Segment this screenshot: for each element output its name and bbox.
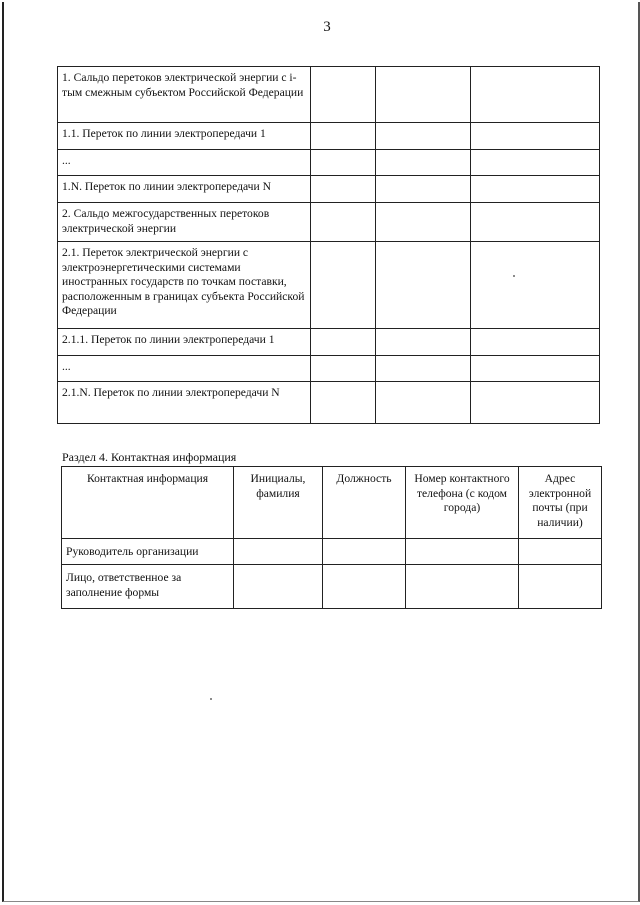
- scan-speck: [513, 275, 515, 277]
- table-row: [58, 67, 600, 123]
- data-cell: [311, 176, 376, 203]
- data-cell: [471, 242, 600, 329]
- section-title: Раздел 4. Контактная информация: [62, 450, 237, 464]
- row-label: 2.1.N. Переток по линии электропередачи N: [58, 382, 311, 424]
- data-cell: [471, 329, 600, 356]
- row-label: 2.1.1. Переток по линии электропередачи 1: [58, 329, 311, 356]
- header-phone: Номер контактного телефона (с кодом города): [406, 467, 519, 539]
- data-cell: [311, 150, 376, 176]
- data-cell: [471, 356, 600, 382]
- table-row: [58, 242, 600, 329]
- data-cell: [311, 356, 376, 382]
- data-cell: [376, 382, 471, 424]
- data-cell: [471, 203, 600, 242]
- data-cell: [311, 123, 376, 150]
- data-cell: [376, 176, 471, 203]
- data-cell: [471, 176, 600, 203]
- data-cell: [311, 67, 376, 123]
- row-label: ...: [58, 150, 311, 176]
- data-cell: [376, 150, 471, 176]
- data-cell: [323, 565, 406, 609]
- data-cell: [471, 123, 600, 150]
- table-row: [58, 356, 600, 382]
- page-number: 3: [323, 19, 331, 35]
- header-contact-info: Контактная информация: [62, 467, 234, 539]
- row-label: 1.1. Переток по линии электропередачи 1: [58, 123, 311, 150]
- table-row: [62, 565, 602, 609]
- header-name: Инициалы, фамилия: [234, 467, 323, 539]
- table-row: [58, 382, 600, 424]
- data-cell: [323, 539, 406, 565]
- data-cell: [471, 67, 600, 123]
- data-cell: [519, 539, 602, 565]
- table-row: [58, 176, 600, 203]
- data-cell: [471, 150, 600, 176]
- data-cell: [234, 539, 323, 565]
- row-label: 1. Сальдо перетоков электрической энергии с i-тым смежным субъектом Российской Федерации: [58, 67, 311, 123]
- header-email: Адрес электронной почты (при наличии): [519, 467, 602, 539]
- data-cell: [519, 565, 602, 609]
- row-label: 1.N. Переток по линии электропередачи N: [58, 176, 311, 203]
- data-cell: [376, 242, 471, 329]
- table-row: [58, 150, 600, 176]
- data-cell: [376, 329, 471, 356]
- table-row: [58, 329, 600, 356]
- data-cell: [376, 356, 471, 382]
- row-label: Руководитель организации: [62, 539, 234, 565]
- header-row: [62, 467, 602, 539]
- data-cell: [311, 203, 376, 242]
- data-cell: [311, 242, 376, 329]
- table-row: [62, 539, 602, 565]
- row-label: ...: [58, 356, 311, 382]
- energy-flow-table: [57, 66, 600, 424]
- table-row: [58, 203, 600, 242]
- scan-speck: [210, 698, 212, 700]
- table-row: [58, 123, 600, 150]
- data-cell: [311, 382, 376, 424]
- data-cell: [234, 565, 323, 609]
- row-label: 2. Сальдо межгосударственных перетоков электрической энергии: [58, 203, 311, 242]
- data-cell: [311, 329, 376, 356]
- data-cell: [376, 203, 471, 242]
- contact-info-table: [61, 466, 602, 609]
- header-position: Должность: [323, 467, 406, 539]
- data-cell: [406, 539, 519, 565]
- row-label: Лицо, ответственное за заполнение формы: [62, 565, 234, 609]
- data-cell: [471, 382, 600, 424]
- data-cell: [406, 565, 519, 609]
- data-cell: [376, 67, 471, 123]
- data-cell: [376, 123, 471, 150]
- row-label: 2.1. Переток электрической энергии с электроэнергетическими системами иностранных государств по точкам поставки, расположенным в границах субъекта Российской Федерации: [58, 242, 311, 329]
